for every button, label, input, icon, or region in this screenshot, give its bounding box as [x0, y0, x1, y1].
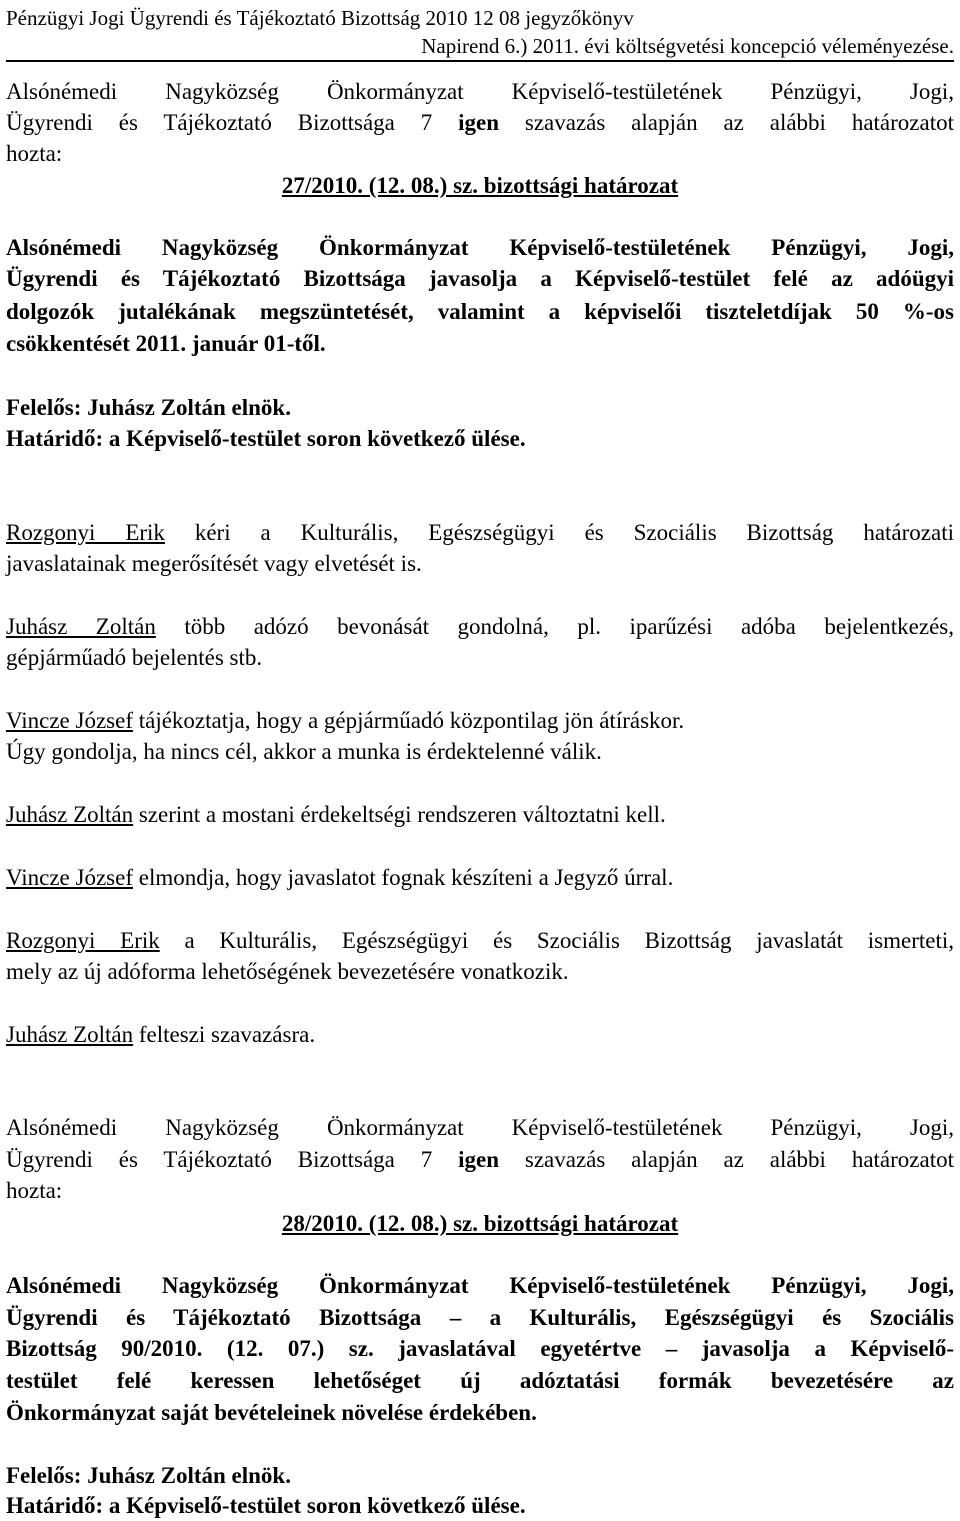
resolution2-deadline: Határidő: a Képviselő-testület soron következő ülése.: [6, 1493, 526, 1518]
vote1-line3: hozta:: [6, 141, 63, 166]
resolution1-title: 27/2010. (12. 08.) sz. bizottsági határozat: [281, 173, 679, 198]
speaker-name: Vincze József: [6, 708, 133, 733]
discussion-line: Juhász Zoltán szerint a mostani érdekeltségi rendszeren változtatni kell.: [6, 802, 666, 827]
vote2-line2: Ügyrendi és Tájékoztató Bizottsága 7 igen szavazás alapján az alábbi határozatot: [6, 1147, 954, 1172]
resolution2-responsible: Felelős: Juhász Zoltán elnök.: [6, 1463, 291, 1488]
header-divider: [6, 60, 954, 62]
resolution1-deadline: Határidő: a Képviselő-testület soron következő ülése.: [6, 426, 526, 451]
speaker-name: Vincze József: [6, 865, 133, 890]
resolution1-responsible: Felelős: Juhász Zoltán elnök.: [6, 395, 291, 420]
speaker-name: Rozgonyi Erik: [6, 520, 165, 545]
header-agenda: Napirend 6.) 2011. évi költségvetési koncepció véleményezése.: [421, 34, 954, 58]
discussion-line: Juhász Zoltán több adózó bevonását gondolná, pl. iparűzési adóba bejelentkezés,: [6, 614, 954, 639]
discussion-line: Vincze József elmondja, hogy javaslatot fognak készíteni a Jegyző úrral.: [6, 865, 674, 890]
speaker-name: Juhász Zoltán: [6, 802, 134, 827]
resolution1-line: Ügyrendi és Tájékoztató Bizottsága javasolja a Képviselő-testület felé az adóügyi: [6, 266, 954, 291]
resolution2-line: Alsónémedi Nagyközség Önkormányzat Képviselő-testületének Pénzügyi, Jogi,: [6, 1273, 954, 1298]
vote2-line3: hozta:: [6, 1178, 63, 1203]
discussion-line: javaslatainak megerősítését vagy elvetését is.: [6, 551, 422, 576]
discussion-line: mely az új adóforma lehetőségének bevezetésére vonatkozik.: [6, 959, 569, 984]
resolution2-line: Önkormányzat saját bevételeinek növelése érdekében.: [6, 1400, 537, 1425]
vote2-line1: Alsónémedi Nagyközség Önkormányzat Képviselő-testületének Pénzügyi, Jogi,: [6, 1115, 954, 1140]
resolution2-title: 28/2010. (12. 08.) sz. bizottsági határozat: [281, 1211, 679, 1236]
speaker-name: Juhász Zoltán: [6, 1022, 134, 1047]
discussion-line: Rozgonyi Erik kéri a Kulturális, Egészségügyi és Szociális Bizottság határozati: [6, 520, 954, 545]
resolution1-line: dolgozók jutalékának megszüntetését, valamint a képviselői tiszteletdíjak 50 %-os: [6, 299, 954, 324]
discussion-line: gépjárműadó bejelentés stb.: [6, 645, 263, 670]
resolution2-line: testület felé keressen lehetőséget új adóztatási formák bevezetésére az: [6, 1368, 954, 1393]
resolution1-line: Alsónémedi Nagyközség Önkormányzat Képviselő-testületének Pénzügyi, Jogi,: [6, 235, 954, 260]
resolution2-line: Bizottság 90/2010. (12. 07.) sz. javaslatával egyetértve – javasolja a Képviselő-: [6, 1336, 954, 1361]
header-title: Pénzügyi Jogi Ügyrendi és Tájékoztató Bizottság 2010 12 08 jegyzőkönyv: [6, 6, 634, 30]
discussion-line: Rozgonyi Erik a Kulturális, Egészségügyi és Szociális Bizottság javaslatát ismerteti,: [6, 928, 954, 953]
vote1-line1: Alsónémedi Nagyközség Önkormányzat Képviselő-testületének Pénzügyi, Jogi,: [6, 79, 954, 104]
discussion-line: Úgy gondolja, ha nincs cél, akkor a munka is érdektelenné válik.: [6, 739, 602, 764]
resolution1-line: csökkentését 2011. január 01-től.: [6, 331, 326, 356]
discussion-line: Juhász Zoltán felteszi szavazásra.: [6, 1022, 316, 1047]
speaker-name: Juhász Zoltán: [6, 614, 156, 639]
vote1-line2: Ügyrendi és Tájékoztató Bizottsága 7 igen szavazás alapján az alábbi határozatot: [6, 110, 954, 135]
discussion-line: Vincze József tájékoztatja, hogy a gépjárműadó központilag jön átíráskor.: [6, 708, 685, 733]
resolution2-line: Ügyrendi és Tájékoztató Bizottsága – a Kulturális, Egészségügyi és Szociális: [6, 1305, 954, 1330]
speaker-name: Rozgonyi Erik: [6, 928, 160, 953]
